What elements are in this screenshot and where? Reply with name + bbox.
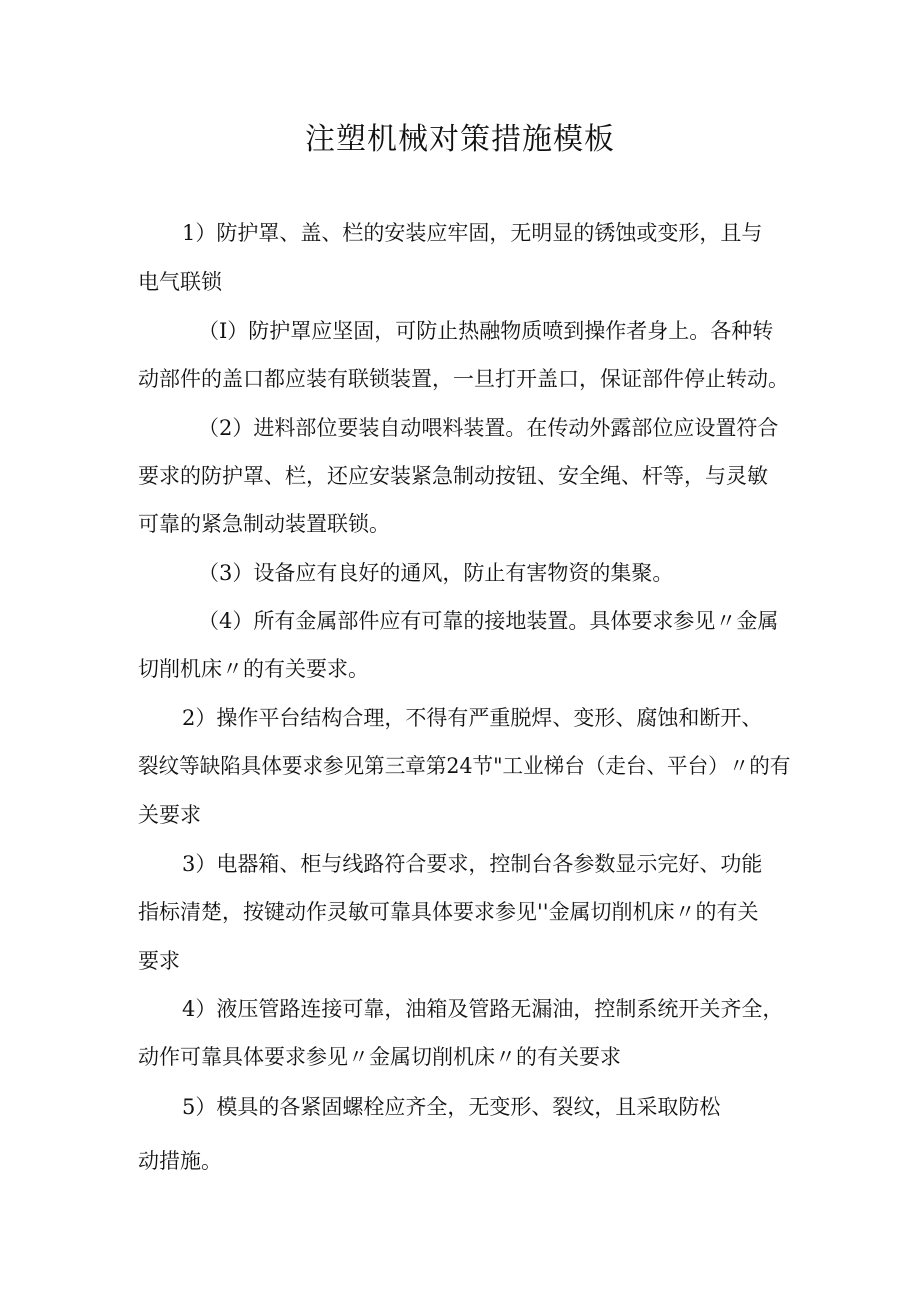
paragraph-line: 切削机床〃的有关要求。 [138, 657, 369, 681]
paragraph-line: 动部件的盖口都应装有联锁装置，一旦打开盖口，保证部件停止转动。 [138, 367, 789, 391]
paragraph-line: 要求 [138, 949, 180, 973]
paragraph-line: 2）操作平台结构合理，不得有严重脱焊、变形、腐蚀和断开、 [182, 706, 763, 730]
paragraph-line: 5）模具的各紧固螺栓应齐全，无变形、裂纹，且采取防松 [182, 1095, 721, 1119]
paragraph-line: （4）所有金属部件应有可靠的接地装置。具体要求参见〃金属 [198, 609, 779, 633]
paragraph-line: 指标清楚，按键动作灵敏可靠具体要求参见''金属切削机床〃的有关 [138, 900, 759, 924]
paragraph-line: 1）防护罩、盖、栏的安装应牢固，无明显的锈蚀或变形，且与 [182, 221, 763, 245]
paragraph-line: 关要求 [138, 803, 201, 827]
paragraph-line: 要求的防护罩、栏，还应安装紧急制动按钮、安全绳、杆等，与灵敏 [138, 464, 768, 488]
paragraph-line: 裂纹等缺陷具体要求参见第三章第24节"工业梯台（走台、平台）〃的有 [138, 754, 791, 778]
paragraph-line: 3）电器箱、柜与线路符合要求，控制台各参数显示完好、功能 [182, 852, 763, 876]
document-title: 注塑机械对策措施模板 [305, 122, 615, 157]
paragraph-line: 动措施。 [138, 1149, 222, 1173]
paragraph-line: 4）液压管路连接可靠，油箱及管路无漏油，控制系统开关齐全， [182, 997, 784, 1021]
paragraph-line: 可靠的紧急制动装置联锁。 [138, 512, 390, 536]
paragraph-line: 电气联锁 [138, 270, 222, 294]
paragraph-line: （2）进料部位要装自动喂料装置。在传动外露部位应设置符合 [198, 416, 779, 440]
paragraph-line: （I）防护罩应坚固，可防止热融物质喷到操作者身上。各种转 [198, 319, 774, 343]
paragraph-line: 动作可靠具体要求参见〃金属切削机床〃的有关要求 [138, 1045, 621, 1069]
paragraph-line: （3）设备应有良好的通风，防止有害物资的集聚。 [198, 561, 674, 585]
